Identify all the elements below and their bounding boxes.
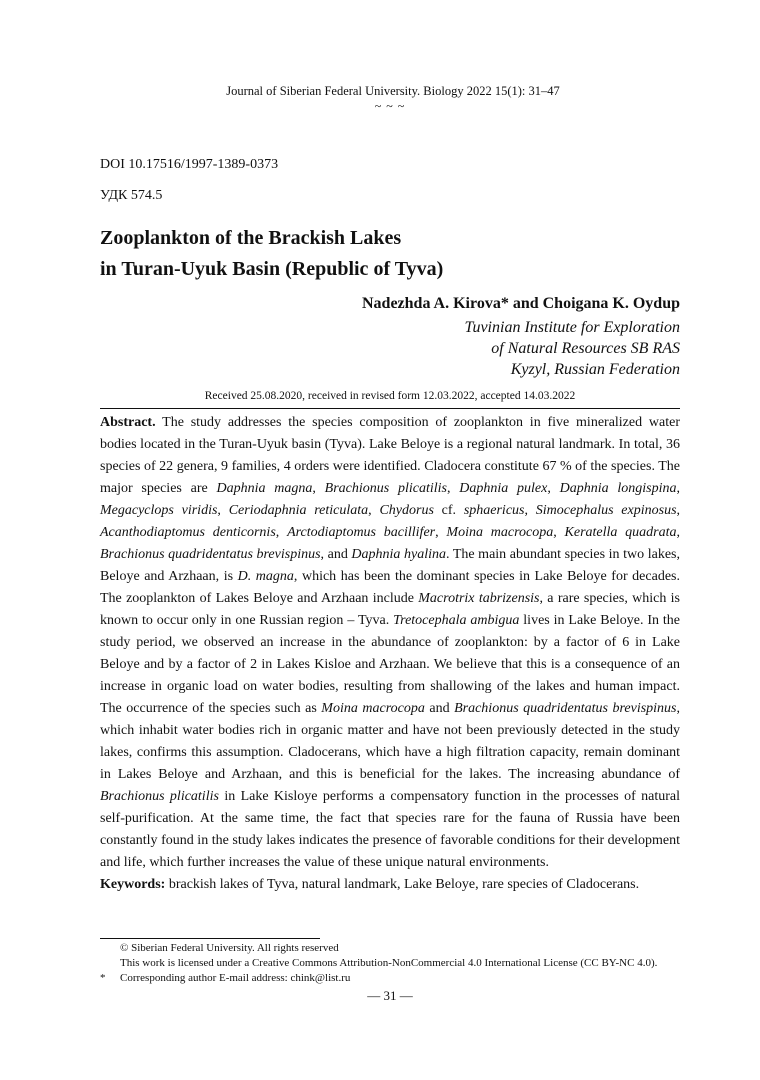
abstract-text: ,: [676, 481, 681, 496]
affiliation-line-2: of Natural Resources SB RAS: [491, 340, 680, 357]
species-name: Tretocephala ambigua: [393, 613, 520, 628]
species-name: Ceriodaphnia reticulata: [228, 503, 369, 518]
footnote-correspondence: Corresponding author E-mail address: chink@list.ru: [120, 972, 351, 984]
species-name: Daphnia magna: [216, 481, 313, 496]
species-name: Brachionus quadridentatus brevispinus: [454, 701, 677, 716]
abstract-text: ,: [524, 503, 536, 518]
abstract-text: , and: [320, 547, 352, 562]
article-title: [100, 223, 443, 285]
species-name: Moina macrocopa: [446, 525, 554, 540]
authors: Nadezhda A. Kirova* and Choigana K. Oydup: [361, 295, 680, 312]
species-name: Acanthodiaptomus denticornis: [100, 525, 276, 540]
footnote-copyright: © Siberian Federal University. All rights reserved: [120, 942, 339, 954]
abstract-text: ,: [217, 503, 229, 518]
species-name: Daphnia pulex: [459, 481, 548, 496]
keywords-label: Keywords:: [100, 877, 166, 892]
species-name: Daphnia hyalina: [351, 547, 446, 562]
species-name: Simocephalus expinosus: [535, 503, 677, 518]
abstract-text: . The main abundant species in two lakes, Beloye and Arzhaan, is: [100, 547, 680, 584]
abstract-text: ,: [676, 503, 681, 518]
abstract-body: [100, 415, 680, 870]
species-name: Brachionus quadridentatus brevispinus: [100, 547, 321, 562]
abstract-text: lives in Lake Beloye. In the study period, we observed an increase in the abundance of zooplankton: by a factor of 6 in Lake Beloye and by a factor of 2 in Lakes Kisloe and Arzhaan. We believe that this is a consequence of an increase in organic load on water bodies, resulting from shallowing of the lakes and human impact. The occurrence of the species such as: [100, 613, 680, 716]
abstract-text: ,: [312, 481, 325, 496]
species-name: Arctodiaptomus bacillifer: [287, 525, 436, 540]
abstract-divider: [100, 408, 680, 409]
footnote-asterisk: *: [100, 972, 106, 984]
journal-header: Journal of Siberian Federal University. Biology 2022 15(1): 31–47: [226, 84, 560, 98]
footnote-correspondence-line: [100, 971, 690, 986]
species-name: Moina macrocopa: [321, 701, 425, 716]
abstract-text: ,: [446, 481, 460, 496]
species-name: Megacyclops viridis: [100, 503, 218, 518]
species-name: Daphnia longispina: [559, 481, 677, 496]
abstract-text: in Lake Kisloye performs a compensatory function in the processes of natural self-purification. At the same time, the fact that species rare for the fauna of Russia have been constantly found in the study lakes indicates the presence of favorable conditions for their development and life, which further increases the value of these unique natural environments.: [100, 789, 680, 870]
abstract: [100, 412, 680, 874]
abstract-text: and: [424, 701, 455, 716]
abstract-text: ,: [553, 525, 565, 540]
abstract-text: ,: [435, 525, 447, 540]
species-name: Brachionus plicatilis: [100, 789, 219, 804]
header-ornament: ~ ~ ~: [374, 99, 406, 113]
species-name: D. magna: [237, 569, 294, 584]
affiliation: [464, 317, 680, 380]
affiliation-line-1: Tuvinian Institute for Exploration: [464, 319, 680, 336]
keywords-text: brackish lakes of Tyva, natural landmark, Lake Beloye, rare species of Cladocerans.: [165, 877, 640, 892]
footnote-license: This work is licensed under a Creative Commons Attribution-NonCommercial 4.0 International License (CC BY-NC 4.0).: [120, 957, 658, 969]
abstract-text: The study addresses the species composition of zooplankton in five mineralized water bodies located in the Turan-Uyuk basin (Tyva). Lake Beloye is a regional natural landmark. In total, 36 species of 22 genera, 9 families, 4 orders were identified. Cladocera constitute 67 % of the species. The major species are: [100, 415, 680, 496]
received-dates: Received 25.08.2020, received in revised form 12.03.2022, accepted 14.03.2022: [204, 390, 576, 402]
species-name: Macrotrix tabrizensis: [418, 591, 540, 606]
page-number: — 31 —: [367, 988, 413, 1003]
abstract-text: cf.: [433, 503, 464, 518]
species-name: Brachionus plicatilis: [324, 481, 447, 496]
footnote-divider: [100, 938, 320, 939]
abstract-text: , which has been the dominant species in Lake Beloye for decades. The zooplankton of Lakes Beloye and Arzhaan include: [100, 569, 680, 606]
abstract-text: ,: [368, 503, 380, 518]
affiliation-line-3: Kyzyl, Russian Federation: [510, 361, 680, 378]
species-name: sphaericus: [463, 503, 525, 518]
abstract-text: , which inhabit water bodies rich in organic matter and have not been previously detected in the study lakes, confirms this assumption. Cladocerans, which have a high filtration capacity, remain dominant in Lakes Beloye and Arzhaan, and this is beneficial for the lakes. The increasing abundance of: [100, 701, 680, 782]
udk: УДК 574.5: [100, 188, 163, 203]
doi: DOI 10.17516/1997-1389-0373: [100, 157, 279, 172]
abstract-text: ,: [676, 525, 681, 540]
keywords: [100, 877, 680, 893]
title-line-1: Zooplankton of the Brackish Lakes: [100, 227, 402, 249]
abstract-text: , a rare species, which is known to occur only in one Russian region – Tyva.: [100, 591, 680, 628]
species-name: Chydorus: [379, 503, 434, 518]
abstract-text: ,: [275, 525, 288, 540]
abstract-text: ,: [547, 481, 560, 496]
species-name: Keratella quadrata: [564, 525, 677, 540]
footnotes: [100, 941, 690, 986]
title-line-2: in Turan-Uyuk Basin (Republic of Tyva): [100, 258, 444, 280]
abstract-label: Abstract.: [100, 415, 156, 430]
